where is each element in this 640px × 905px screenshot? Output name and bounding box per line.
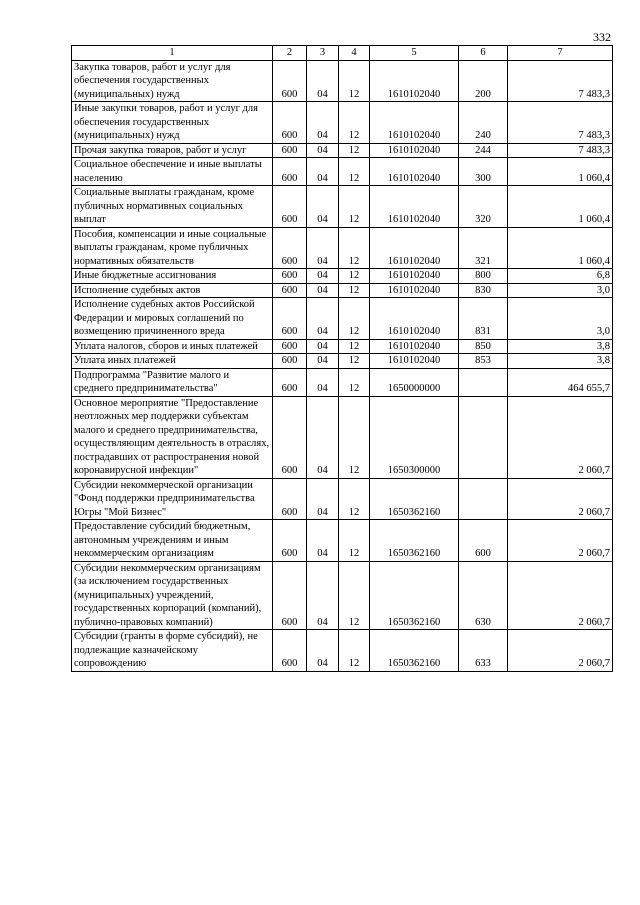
row-name-cell: Закупка товаров, работ и услуг для обеспечения государственных (муниципальных) нужд bbox=[72, 60, 273, 102]
table-row bbox=[72, 283, 613, 298]
row-subsection-cell: 12 bbox=[339, 520, 370, 562]
page-number: 332 bbox=[593, 30, 611, 44]
header-cell-2: 2 bbox=[273, 46, 307, 61]
row-target-code-cell: 1610102040 bbox=[370, 186, 459, 228]
row-subsection-cell: 12 bbox=[339, 630, 370, 672]
row-amount-cell: 1 060,4 bbox=[508, 186, 613, 228]
row-name-cell: Исполнение судебных актов bbox=[72, 283, 273, 298]
row-name-cell: Уплата налогов, сборов и иных платежей bbox=[72, 339, 273, 354]
row-expense-type-cell: 600 bbox=[459, 520, 508, 562]
row-name-cell: Субсидии некоммерческим организациям (за исключением государственных (муниципальных) учреждений, государственных корпораций (компаний), публично-правовых компаний) bbox=[72, 561, 273, 630]
row-admin-code-cell: 600 bbox=[273, 269, 307, 284]
row-subsection-cell: 12 bbox=[339, 186, 370, 228]
row-expense-type-cell: 240 bbox=[459, 102, 508, 144]
row-amount-cell: 2 060,7 bbox=[508, 630, 613, 672]
row-section-cell: 04 bbox=[307, 269, 339, 284]
row-expense-type-cell bbox=[459, 478, 508, 520]
row-section-cell: 04 bbox=[307, 298, 339, 340]
row-target-code-cell: 1610102040 bbox=[370, 354, 459, 369]
row-subsection-cell: 12 bbox=[339, 354, 370, 369]
row-subsection-cell: 12 bbox=[339, 368, 370, 396]
row-section-cell: 04 bbox=[307, 60, 339, 102]
row-amount-cell: 6,8 bbox=[508, 269, 613, 284]
row-amount-cell: 1 060,4 bbox=[508, 158, 613, 186]
row-name-cell: Прочая закупка товаров, работ и услуг bbox=[72, 143, 273, 158]
row-expense-type-cell bbox=[459, 368, 508, 396]
row-section-cell: 04 bbox=[307, 283, 339, 298]
header-cell-7: 7 bbox=[508, 46, 613, 61]
row-admin-code-cell: 600 bbox=[273, 298, 307, 340]
row-section-cell: 04 bbox=[307, 143, 339, 158]
row-expense-type-cell: 850 bbox=[459, 339, 508, 354]
row-target-code-cell: 1650000000 bbox=[370, 368, 459, 396]
row-name-cell: Социальные выплаты гражданам, кроме публичных нормативных социальных выплат bbox=[72, 186, 273, 228]
row-section-cell: 04 bbox=[307, 396, 339, 478]
row-amount-cell: 1 060,4 bbox=[508, 227, 613, 269]
row-expense-type-cell: 853 bbox=[459, 354, 508, 369]
row-section-cell: 04 bbox=[307, 478, 339, 520]
row-target-code-cell: 1610102040 bbox=[370, 298, 459, 340]
row-name-cell: Исполнение судебных актов Российской Федерации и мировых соглашений по возмещению причиненного вреда bbox=[72, 298, 273, 340]
row-amount-cell: 2 060,7 bbox=[508, 396, 613, 478]
table-row bbox=[72, 186, 613, 228]
row-subsection-cell: 12 bbox=[339, 158, 370, 186]
row-amount-cell: 3,0 bbox=[508, 298, 613, 340]
row-section-cell: 04 bbox=[307, 520, 339, 562]
table-row bbox=[72, 354, 613, 369]
row-section-cell: 04 bbox=[307, 186, 339, 228]
row-admin-code-cell: 600 bbox=[273, 630, 307, 672]
row-admin-code-cell: 600 bbox=[273, 396, 307, 478]
table-row bbox=[72, 143, 613, 158]
row-target-code-cell: 1650362160 bbox=[370, 561, 459, 630]
row-target-code-cell: 1610102040 bbox=[370, 143, 459, 158]
row-name-cell: Пособия, компенсации и иные социальные выплаты гражданам, кроме публичных нормативных обязательств bbox=[72, 227, 273, 269]
table-row bbox=[72, 60, 613, 102]
row-subsection-cell: 12 bbox=[339, 227, 370, 269]
row-target-code-cell: 1650362160 bbox=[370, 520, 459, 562]
row-target-code-cell: 1610102040 bbox=[370, 269, 459, 284]
row-section-cell: 04 bbox=[307, 368, 339, 396]
row-target-code-cell: 1610102040 bbox=[370, 102, 459, 144]
row-admin-code-cell: 600 bbox=[273, 60, 307, 102]
row-expense-type-cell: 800 bbox=[459, 269, 508, 284]
row-target-code-cell: 1650362160 bbox=[370, 478, 459, 520]
row-section-cell: 04 bbox=[307, 227, 339, 269]
row-amount-cell: 3,0 bbox=[508, 283, 613, 298]
row-admin-code-cell: 600 bbox=[273, 368, 307, 396]
table-row bbox=[72, 630, 613, 672]
row-subsection-cell: 12 bbox=[339, 298, 370, 340]
row-target-code-cell: 1650300000 bbox=[370, 396, 459, 478]
row-expense-type-cell: 630 bbox=[459, 561, 508, 630]
row-amount-cell: 2 060,7 bbox=[508, 478, 613, 520]
row-expense-type-cell bbox=[459, 396, 508, 478]
row-name-cell: Субсидии некоммерческой организации "Фонд поддержки предпринимательства Югры "Мой Бизнес" bbox=[72, 478, 273, 520]
table-row bbox=[72, 520, 613, 562]
row-amount-cell: 7 483,3 bbox=[508, 60, 613, 102]
row-section-cell: 04 bbox=[307, 354, 339, 369]
row-target-code-cell: 1610102040 bbox=[370, 158, 459, 186]
row-expense-type-cell: 831 bbox=[459, 298, 508, 340]
row-amount-cell: 7 483,3 bbox=[508, 102, 613, 144]
row-name-cell: Основное мероприятие "Предоставление неотложных мер поддержки субъектам малого и среднего предпринимательства, осуществляющим деятельность в отраслях, пострадавших от распространения новой коронавирусной инфекции" bbox=[72, 396, 273, 478]
row-section-cell: 04 bbox=[307, 102, 339, 144]
table-row bbox=[72, 269, 613, 284]
header-cell-1: 1 bbox=[72, 46, 273, 61]
row-admin-code-cell: 600 bbox=[273, 143, 307, 158]
row-name-cell: Социальное обеспечение и иные выплаты населению bbox=[72, 158, 273, 186]
row-admin-code-cell: 600 bbox=[273, 520, 307, 562]
row-subsection-cell: 12 bbox=[339, 283, 370, 298]
table-row bbox=[72, 102, 613, 144]
row-expense-type-cell: 320 bbox=[459, 186, 508, 228]
row-subsection-cell: 12 bbox=[339, 478, 370, 520]
row-expense-type-cell: 633 bbox=[459, 630, 508, 672]
row-name-cell: Предоставление субсидий бюджетным, автономным учреждениям и иным некоммерческим организациям bbox=[72, 520, 273, 562]
row-section-cell: 04 bbox=[307, 630, 339, 672]
row-admin-code-cell: 600 bbox=[273, 283, 307, 298]
row-target-code-cell: 1610102040 bbox=[370, 227, 459, 269]
row-expense-type-cell: 300 bbox=[459, 158, 508, 186]
row-target-code-cell: 1610102040 bbox=[370, 339, 459, 354]
row-target-code-cell: 1610102040 bbox=[370, 283, 459, 298]
row-name-cell: Иные закупки товаров, работ и услуг для обеспечения государственных (муниципальных) нужд bbox=[72, 102, 273, 144]
header-cell-3: 3 bbox=[307, 46, 339, 61]
row-name-cell: Субсидии (гранты в форме субсидий), не подлежащие казначейскому сопровождению bbox=[72, 630, 273, 672]
row-amount-cell: 3,8 bbox=[508, 339, 613, 354]
table-row bbox=[72, 368, 613, 396]
table-row bbox=[72, 158, 613, 186]
header-cell-5: 5 bbox=[370, 46, 459, 61]
row-subsection-cell: 12 bbox=[339, 143, 370, 158]
row-admin-code-cell: 600 bbox=[273, 354, 307, 369]
row-subsection-cell: 12 bbox=[339, 339, 370, 354]
budget-table bbox=[71, 45, 613, 672]
table-row bbox=[72, 227, 613, 269]
row-admin-code-cell: 600 bbox=[273, 561, 307, 630]
table-row bbox=[72, 339, 613, 354]
row-amount-cell: 7 483,3 bbox=[508, 143, 613, 158]
row-expense-type-cell: 830 bbox=[459, 283, 508, 298]
header-row bbox=[72, 46, 613, 61]
row-subsection-cell: 12 bbox=[339, 396, 370, 478]
row-admin-code-cell: 600 bbox=[273, 339, 307, 354]
row-amount-cell: 3,8 bbox=[508, 354, 613, 369]
row-subsection-cell: 12 bbox=[339, 269, 370, 284]
row-target-code-cell: 1650362160 bbox=[370, 630, 459, 672]
row-expense-type-cell: 321 bbox=[459, 227, 508, 269]
row-admin-code-cell: 600 bbox=[273, 102, 307, 144]
row-section-cell: 04 bbox=[307, 339, 339, 354]
table-row bbox=[72, 298, 613, 340]
row-expense-type-cell: 244 bbox=[459, 143, 508, 158]
row-admin-code-cell: 600 bbox=[273, 478, 307, 520]
table-row bbox=[72, 396, 613, 478]
row-amount-cell: 2 060,7 bbox=[508, 561, 613, 630]
row-target-code-cell: 1610102040 bbox=[370, 60, 459, 102]
row-subsection-cell: 12 bbox=[339, 60, 370, 102]
header-cell-4: 4 bbox=[339, 46, 370, 61]
row-subsection-cell: 12 bbox=[339, 102, 370, 144]
row-admin-code-cell: 600 bbox=[273, 186, 307, 228]
row-name-cell: Иные бюджетные ассигнования bbox=[72, 269, 273, 284]
row-subsection-cell: 12 bbox=[339, 561, 370, 630]
row-amount-cell: 2 060,7 bbox=[508, 520, 613, 562]
table-row bbox=[72, 561, 613, 630]
row-admin-code-cell: 600 bbox=[273, 158, 307, 186]
row-name-cell: Подпрограмма "Развитие малого и среднего предпринимательства" bbox=[72, 368, 273, 396]
header-cell-6: 6 bbox=[459, 46, 508, 61]
row-amount-cell: 464 655,7 bbox=[508, 368, 613, 396]
table-row bbox=[72, 478, 613, 520]
row-section-cell: 04 bbox=[307, 561, 339, 630]
row-name-cell: Уплата иных платежей bbox=[72, 354, 273, 369]
row-expense-type-cell: 200 bbox=[459, 60, 508, 102]
row-admin-code-cell: 600 bbox=[273, 227, 307, 269]
row-section-cell: 04 bbox=[307, 158, 339, 186]
